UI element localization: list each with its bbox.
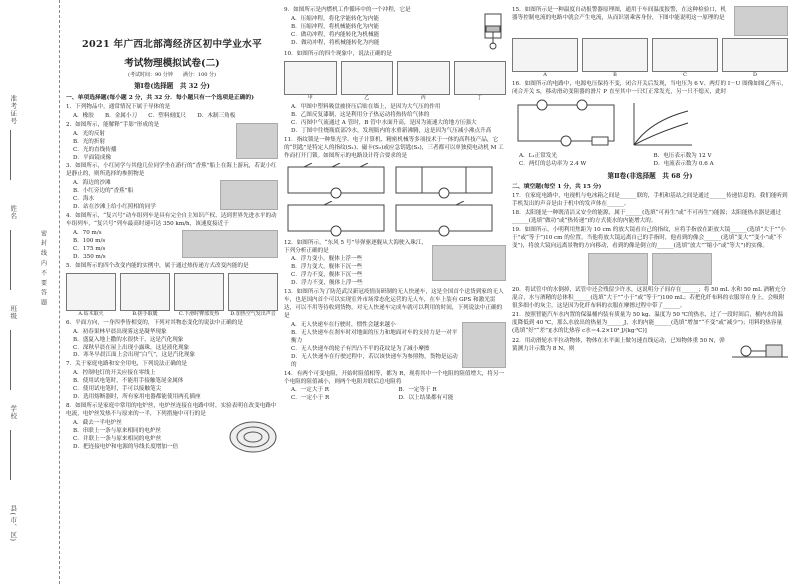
caption-a: A.钻木取火: [78, 310, 104, 317]
caption-15c: C: [683, 72, 687, 78]
electromagnet-figure: [582, 38, 648, 72]
option-q6-c: C．深秋早晨在屋上出现小露珠，这是液化现象: [73, 344, 190, 351]
question-14: 14．有两个可变电阻，开始时阻值相等，都为 R，现将其中一个电阻的阻值增大，将另一个电阻的阻值减小，则两个电阻并联后总电阻将: [284, 370, 505, 385]
option-q6-d: D．寒冬早晨江面上会出现“白气”，这是汽化现象: [73, 352, 196, 359]
section-1-heading: 一、单项选择题(每小题 2 分，共 32 分．每小题只有一个选项是正确的): [66, 94, 254, 101]
caption-15a: A: [543, 72, 547, 78]
train-image: [182, 230, 278, 258]
window-view-image: [652, 253, 712, 285]
circuit-b-figure: [392, 163, 496, 199]
option-q7-b: B．使用试电笔时，不能用手接触笔尾金属体: [73, 378, 184, 385]
option-q12-d: D．浮力不变，舰体上浮一些: [291, 280, 363, 287]
option-q3-d: D．站在沙滩上给小红照相的同学: [73, 204, 156, 211]
question-13: 13．如图所示为了防范武汉新冠疫情而研制的无人快递车，这是全国首个送货到家的无人车，也是国内首个可以实现室外市场常态化运营的无人车，在车上装有 GPS 和激光雷达，可以不用等待收到货物，对无人快递车完成车就可以利用的时间，下列说法中正确的是: [284, 289, 504, 320]
option-q2-c: C．光的直线传播: [73, 146, 117, 153]
fill-line: [10, 330, 11, 390]
caption-jia: 甲: [307, 94, 313, 101]
question-5: 5．如图所示的四个改变内能的实例中，属于通过热传递方式改变内能的是: [66, 262, 249, 269]
option-q9-d: D．做功冲程，将机械能转化为内能: [291, 39, 380, 46]
exam-info: (考试时间：90 分钟 满分：100 分): [128, 72, 216, 79]
drill-fire-figure: [66, 273, 116, 311]
gas-bottle-figure: [341, 61, 394, 95]
question-7: 7．关于家庭电路和安全用电，下列说法正确的是: [66, 361, 188, 368]
caption-d: D.加热空气发出声音: [230, 310, 276, 317]
option-q9-a: A．压缩冲程，将化学能转化为内能: [291, 15, 379, 22]
q16-figures: [512, 99, 788, 151]
option-q8-a: A．截去一半电炉丝: [73, 419, 122, 426]
option-q13-b: B．无人快递车在刹车时对地面的压力和地面对车的支持力是一对平衡力: [291, 329, 458, 344]
option-q14-b: B．一定等于 R: [398, 387, 437, 394]
option-q2-b: B．光的折射: [73, 138, 106, 145]
tube-flow-figure: [397, 61, 450, 95]
question-16: 16．如图所示的电路中，电源电压保持不变，闭合开关后发现，当电压为 6 V、两灯的 I－U 图像如图乙所示，闭合开关 S，移动滑动变阻器的滑片 P 直至其中一只灯正常发光，另一只不熄灭，此时: [512, 81, 787, 96]
question-15: 15．如图所示是一种温度自动报警器原理图，通用于车间温度报警，在这种检验口，机器等控制电流的电路中就会产生电流，从而识别乘客身份，下图中能说明这一原理的是: [512, 7, 727, 21]
option-q9-c: C．做功冲程，将内能转化为机械能: [291, 31, 380, 38]
caption-15d: D: [752, 72, 757, 78]
question-17: 17．在家庭电路中，电视机与电冰箱之间是______联的，手机和基站之间是通过______传递信息的。我们能听到手机发出的声音是由于机中的发声体在______。: [512, 193, 788, 208]
destroyer-ship-image: [432, 245, 506, 281]
question-1: 1．下列物品中，通常情况下属于导体的是: [66, 103, 171, 110]
engine-cylinder-figure: [480, 6, 506, 50]
q11-circuits-2: [284, 201, 506, 237]
option-q14-c: C．一定小于 R: [291, 395, 330, 402]
question-3: 3．如图所示，小红同学与其他几位同学坐在游行的“香蕉”船上在海上游玩，若说小红是静止的，则所选择的参照物是: [66, 163, 277, 178]
option-q12-a: A．浮力变小，舰体上浮一些: [291, 256, 363, 263]
paper-title-line1: 2021 年广西北部湾经济区初中学业水平: [82, 39, 262, 50]
column-1: [66, 6, 278, 580]
hand-shadow-image: [236, 123, 278, 159]
question-4: 4．如图所示，“复兴号”动车组列车是具有完全自主知识产权、达到世界先进水平的动车组列车，“复兴号”列车最高时速可达 350 km/h，该速度接近于: [66, 213, 277, 228]
option-q7-d: D．选用熔断器时，所有家用电器都能使用两孔插座: [73, 394, 201, 401]
air-bottle-figure: [228, 273, 278, 311]
q11-circuits: [284, 163, 506, 199]
option-q14-d: D．以上结果都有可能: [398, 395, 454, 402]
option-q4-a: A．70 m/s: [73, 229, 102, 236]
q10-figures: [284, 61, 506, 102]
slide-figure: [174, 273, 224, 311]
option-q3-c: C．海水: [73, 196, 95, 203]
circuit-a-figure: [284, 163, 388, 199]
option-q16-b: B．电压表示数为 12 V: [653, 152, 712, 159]
option-q16-d: D．电流表示数为 0.6 A: [653, 160, 714, 167]
option-q12-b: B．浮力变大，舰体下沉一些: [291, 264, 363, 271]
caption-yi: 乙: [364, 94, 370, 101]
option-q8-d: D．把连接电炉和电源的导线长度增加一倍: [73, 443, 179, 450]
option-q16-c: C．两灯的总功率为 2.4 W: [519, 160, 587, 167]
option-q9-b: B．压缩冲程，将机械能转化为内能: [291, 23, 380, 30]
rub-hands-figure: [120, 273, 170, 311]
part-1-heading: 第Ⅰ卷(选择题 共 32 分): [134, 82, 210, 91]
suction-cup-figure: [284, 61, 337, 95]
option-q4-d: D．350 m/s: [73, 253, 106, 260]
option-q4-c: C．175 m/s: [73, 245, 106, 252]
question-19: 19．如图所示，小明利用焦距为 10 cm 的放大镜看自己的指纹，应将手指放在距放大镜______(选填“大于”“小于”或“等于”)10 cm 的位置。当他将放大镜远离自己的手指时，他看到的像会______(选填“变大”“变小”或“不变”)，将放大镜向远离景物的方向移动，看到的像是倒立的______(选填“放大”“缩小”或“等大”)的实像。: [512, 227, 786, 250]
question-9: 9．如图所示是内燃机工作循环中的一个冲程，它是: [284, 7, 411, 13]
option-q14-a: A．一定大于 R: [291, 387, 329, 394]
circuit-c-figure: [284, 201, 388, 237]
question-11: 11．指纹锁是一种集光学、电子计算机、精密机械等多项技术于一体的高科技产品，它的“钥匙”是特定人的指纹(S₁)、磁卡(S₂)或应急钥匙(S₃)，三者都可以单独使电动机 M 工作而打开门锁。如图所示的电路设计符合要求的是: [284, 136, 504, 159]
question-2: 2．如图所示，能解释“手影”形成的是: [66, 121, 160, 128]
label-class: 班级: [9, 305, 18, 320]
binding-margin: [0, 0, 60, 584]
question-21: 21．按照智能汽车水内置的保温桶内装有质量为 50 kg、温度为 50 ℃的热水，过了一段时间后，桶内水的温度降低到 40 ℃，那么水放出的热量为______J，水的内能______(选填“增加”“不变”或“减少”)；用料的热容量(选填“好”“差”)[水的比热容 c水＝4.2×10³ J/(kg·℃)]: [512, 311, 784, 334]
fill-line: [10, 230, 11, 290]
pulley-figure: [732, 337, 788, 359]
column-3: [512, 6, 788, 580]
option-q8-b: B．串联上一条与原来相同的电炉丝: [73, 427, 162, 434]
motor-figure: [652, 38, 718, 72]
banana-boat-image: [220, 180, 278, 210]
question-10: 10．如图所示的四个现象中，说法正确的是: [284, 51, 392, 57]
option-q3-a: A．海边的沙滩: [73, 180, 111, 187]
option-q7-a: A．控制电灯的开关应接在零线上: [73, 370, 156, 377]
generator-figure: [722, 38, 788, 72]
caption-c: C.下滑时臀部发热: [178, 310, 220, 317]
options-q1: A．橡胶 B．金属小刀 C．塑料刻度尺 D．木制三角板: [73, 112, 236, 119]
question-18: 18．太阳能是一种既清洁又安全的能源，属于______(选填“可再生”或“不可再生”)能源；太阳能热水器是通过______(选填“做功”或“热传递”)的方式使水的内能增大的。: [512, 210, 782, 225]
circuit-d-figure: [392, 201, 496, 237]
option-q7-c: C．使用试电笔时，手可以接触笔尖: [73, 386, 162, 393]
paper-title-line2: 考试物理模拟试卷(二): [124, 57, 220, 69]
option-q13-d: D．无人快递车在行驶过程中，若以该快递车为参照物，货物是运动的: [291, 353, 458, 368]
q16-circuit-figure: [512, 99, 622, 149]
fill-line: [10, 130, 11, 180]
question-20: 20．将试管中的水倒掉，试管中还会残留少许水，这说明分子间存在______；将 50 mL 水和 50 mL 酒精充分混合，水与酒精的总体积______(选填“大于”“小于”或“等于”)100 mL；若把化纤布料的衣服穿在身上，会吸附很多细小的灰尘，这是因为化纤布料的衣服在摩擦过程中带了______。: [512, 286, 786, 309]
option-q13-a: A．无人快递车在行驶时，惯性会越来越小: [291, 321, 396, 328]
question-6: 6．平面方向，一身四季皆相变的，下列对其物态变化的说法中正确的是: [66, 319, 243, 326]
part-2-heading: 第Ⅱ卷(非选择题 共 68 分): [607, 171, 693, 180]
option-q6-a: A．初春果林早晨出现雾这是凝华现象: [73, 328, 167, 335]
option-q10-d: D．丁图中往烧瓶底部冷水，发现瓶内的水重新沸腾，这是因为气压减小沸点升高: [291, 127, 492, 134]
flask-figure: [454, 61, 507, 95]
coil-stove-figure: [228, 420, 278, 454]
caption-ding: 丁: [477, 94, 483, 101]
fill-line: [10, 430, 11, 480]
option-q10-b: B．乙图反复漆制，这是利用分子热运动将热传给气体的: [291, 111, 430, 118]
question-8: 8．如图所示是家庭中常用的电炉丝，电炉丝连接在电路中时，实验表明在改变电路中电流，电炉丝发热不与原来的一半，下列措施中可行的是: [66, 403, 277, 418]
caption-bing: 丙: [420, 94, 426, 101]
magnet-coil-figure: [512, 38, 578, 72]
caption-15b: B: [613, 72, 617, 78]
magnifier-image: [588, 253, 648, 285]
option-q4-b: B．100 m/s: [73, 237, 106, 244]
option-q13-c: C．无人快递车的轮子有凹凸不平的花纹是为了减小摩擦: [291, 345, 430, 352]
option-q2-d: D．平面镜成像: [73, 154, 112, 161]
seal-notice: 密 封 线 内 不 要 答 题: [39, 230, 47, 307]
delivery-robot-image: [462, 322, 506, 368]
q5-figures: [66, 273, 278, 318]
label-county: 县(市、区): [9, 505, 18, 543]
question-12: 12．如图所示，“东风 5 号”导弹驱逐舰从大海驶入珠江，下列分析正确的是: [284, 239, 428, 254]
q19-figures: [512, 253, 788, 285]
option-q10-c: C．丙图中气流通过 A 管时，B 管中水面升高，是因为流速大的地方压强大: [291, 119, 477, 126]
question-22: 22．用动滑轮水平拉动物体，物体在水平面上做匀速直线运动，已知物体重 50 N，弹簧测力计示数为 8 N，则: [512, 337, 725, 352]
caption-b: B.搓手取暖: [132, 310, 158, 317]
scanner-image: [734, 6, 788, 36]
q15-figures: [512, 38, 788, 79]
column-2: [284, 6, 506, 580]
label-exam-number: 准考证号: [9, 95, 18, 125]
option-q2-a: A．光的反射: [73, 130, 106, 137]
option-q16-a: A．L₁正常发光: [519, 152, 557, 159]
option-q12-c: C．浮力不变，舰体下沉一些: [291, 272, 363, 279]
section-2-heading: 二、填空题(每空 1 分，共 15 分): [512, 184, 602, 191]
option-q8-c: C．并联上一条与原来相同的电炉丝: [73, 435, 162, 442]
option-q6-b: B．盛夏入地上撒的水很快干，这是汽化现象: [73, 336, 184, 343]
option-q3-b: B．小红旁边的“香蕉”船: [73, 188, 134, 195]
iu-graph-figure: [626, 99, 696, 151]
label-school: 学校: [9, 405, 18, 420]
label-name: 姓名: [9, 205, 18, 220]
option-q10-a: A．甲图中塑料吸盘被挤压后贴在墙上，是因为大气压的作用: [291, 104, 441, 111]
